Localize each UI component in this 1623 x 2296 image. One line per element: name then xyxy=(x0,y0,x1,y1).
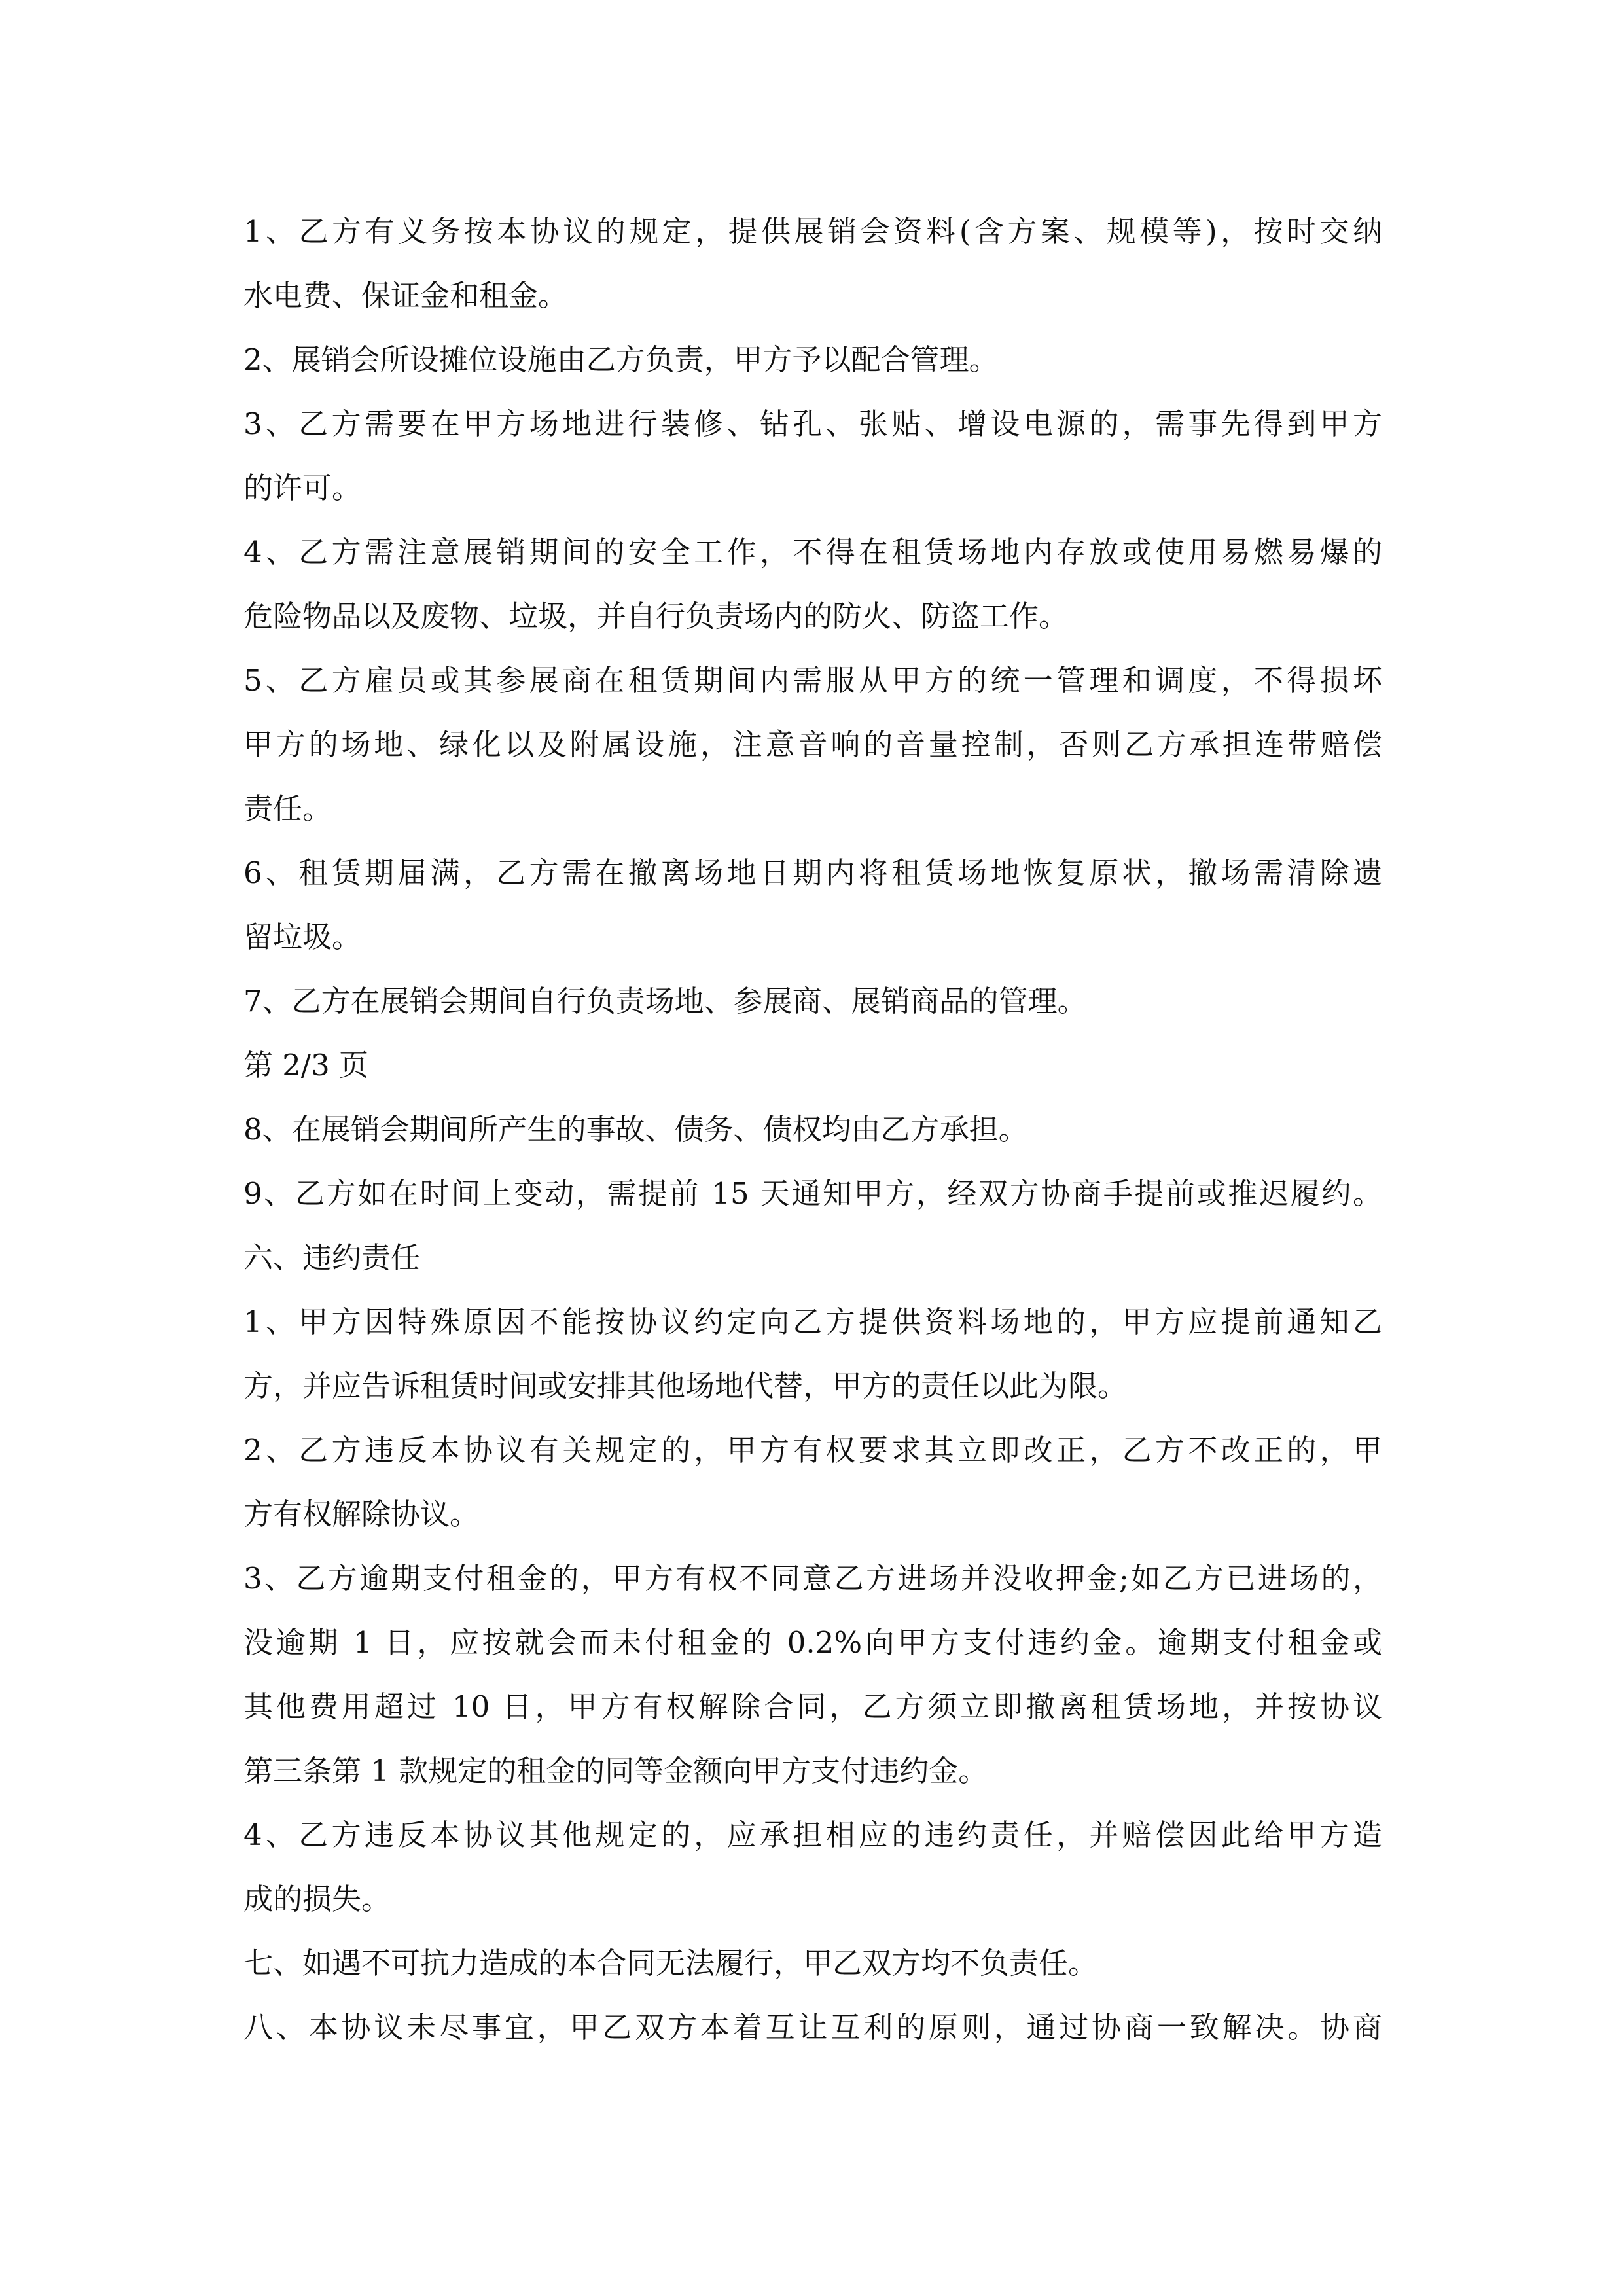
text-line: 2、展销会所设摊位设施由乙方负责，甲方予以配合管理。 xyxy=(243,342,999,377)
text-line: 9、乙方如在时间上变动，需提前 15 天通知甲方，经双方协商手提前或推迟履约。 xyxy=(243,1176,1382,1211)
text-line: 7、乙方在展销会期间自行负责场地、参展商、展销商品的管理。 xyxy=(243,984,1087,1018)
text-line: 甲方的场地、绿化以及附属设施，注意音响的音量控制，否则乙方承担连带赔偿 xyxy=(243,727,1382,762)
text-line: 3、乙方需要在甲方场地进行装修、钻孔、张贴、增设电源的，需事先得到甲方 xyxy=(243,406,1382,441)
text-line: 8、在展销会期间所产生的事故、债务、债权均由乙方承担。 xyxy=(243,1112,1028,1147)
text-line: 第 2/3 页 xyxy=(243,1048,369,1083)
text-line: 方，并应告诉租赁时间或安排其他场地代替，甲方的责任以此为限。 xyxy=(243,1369,1128,1403)
text-line: 其他费用超过 10 日，甲方有权解除合同，乙方须立即撤离租赁场地，并按协议 xyxy=(243,1689,1382,1724)
text-line: 水电费、保证金和租金。 xyxy=(243,278,568,313)
text-line: 责任。 xyxy=(243,791,332,826)
text-line: 3、乙方逾期支付租金的，甲方有权不同意乙方进场并没收押金;如乙方已进场的， xyxy=(243,1561,1382,1596)
text-line: 5、乙方雇员或其参展商在租赁期间内需服从甲方的统一管理和调度，不得损坏 xyxy=(243,663,1382,698)
text-line: 六、违约责任 xyxy=(243,1240,421,1275)
text-line: 第三条第 1 款规定的租金的同等金额向甲方支付违约金。 xyxy=(243,1753,988,1788)
text-line: 6、租赁期届满，乙方需在撤离场地日期内将租赁场地恢复原状，撤场需清除遗 xyxy=(243,855,1382,890)
text-line: 1、乙方有义务按本协议的规定，提供展销会资料(含方案、规模等)，按时交纳 xyxy=(243,214,1382,249)
text-line: 没逾期 1 日，应按就会而未付租金的 0.2%向甲方支付违约金。逾期支付租金或 xyxy=(243,1625,1382,1660)
text-line: 七、如遇不可抗力造成的本合同无法履行，甲乙双方均不负责任。 xyxy=(243,1946,1098,1981)
text-line: 1、甲方因特殊原因不能按协议约定向乙方提供资料场地的，甲方应提前通知乙 xyxy=(243,1304,1382,1339)
text-line: 2、乙方违反本协议有关规定的，甲方有权要求其立即改正，乙方不改正的，甲 xyxy=(243,1433,1382,1467)
text-line: 成的损失。 xyxy=(243,1882,391,1916)
document-body xyxy=(243,200,1382,2060)
text-line: 留垃圾。 xyxy=(243,920,362,954)
text-line: 4、乙方违反本协议其他规定的，应承担相应的违约责任，并赔偿因此给甲方造 xyxy=(243,1818,1382,1852)
text-line: 危险物品以及废物、垃圾，并自行负责场内的防火、防盗工作。 xyxy=(243,599,1069,634)
text-line: 方有权解除协议。 xyxy=(243,1497,480,1532)
text-line: 的许可。 xyxy=(243,471,362,505)
text-line: 八、本协议未尽事宜，甲乙双方本着互让互利的原则，通过协商一致解决。协商 xyxy=(243,2010,1382,2045)
text-line: 4、乙方需注意展销期间的安全工作，不得在租赁场地内存放或使用易燃易爆的 xyxy=(243,535,1382,569)
